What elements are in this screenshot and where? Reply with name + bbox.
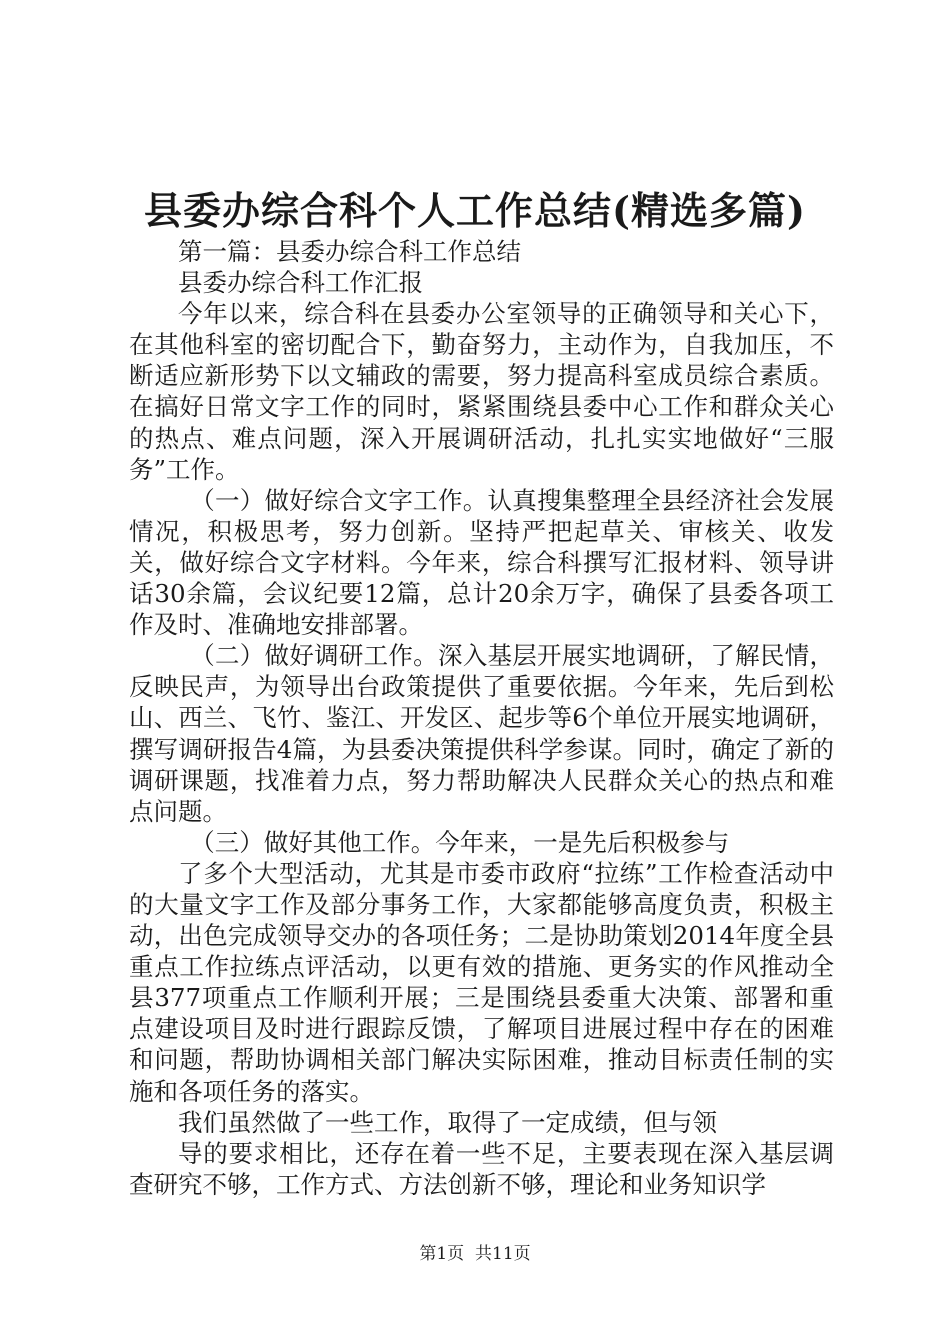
report-heading: 县委办综合科工作汇报 [178, 268, 423, 298]
page-number: 第1页 [419, 1244, 465, 1264]
document-body [129, 236, 834, 1200]
page-footer [0, 1243, 950, 1265]
body-paragraph: 我们虽然做了一些工作，取得了一定成绩，但与领 [178, 1107, 717, 1137]
body-paragraph: （二）做好调研工作。深入基层开展实地调研，了解民情，反映民声，为领导出台政策提供了重要依据。今年来，先后到松山、西兰、飞竹、鉴江、开发区、起步等6个单位开展实地调研，撰写调研报告4篇，为县委决策提供科学参谋。同时，确定了新的调研课题，找准着力点，努力帮助解决人民群众关心的热点和难点问题。 [129, 641, 834, 826]
section-heading: 第一篇：县委办综合科工作总结 [178, 237, 521, 266]
body-paragraph: （一）做好综合文字工作。认真搜集整理全县经济社会发展情况，积极思考，努力创新。坚持严把起草关、审核关、收发关，做好综合文字材料。今年来，综合科撰写汇报材料、领导讲话30余篇，会议纪要12篇，总计20余万字，确保了县委各项工作及时、准确地安排部署。 [129, 485, 834, 640]
body-paragraph: 了多个大型活动，尤其是市委市政府“拉练”工作检查活动中的大量文字工作及部分事务工作，大家都能够高度负责，积极主动，出色完成领导交办的各项任务；二是协助策划2014年度全县重点工作拉练点评活动，以更有效的措施、更务实的作风推动全县377项重点工作顺利开展；三是围绕县委重大决策、部署和重点建设项目及时进行跟踪反馈，了解项目进展过程中存在的困难和问题，帮助协调相关部门解决实际困难，推动目标责任制的实施和各项任务的落实。 [129, 858, 834, 1106]
body-paragraph: 导的要求相比，还存在着一些不足，主要表现在深入基层调查研究不够，工作方式、方法创新不够，理论和业务知识学 [129, 1138, 834, 1199]
body-paragraph: （三）做好其他工作。今年来，一是先后积极参与 [190, 827, 730, 857]
document-title: 县委办综合科个人工作总结(精选多篇) [144, 188, 806, 233]
page-total: 共11页 [475, 1244, 531, 1264]
body-paragraph: 今年以来，综合科在县委办公室领导的正确领导和关心下，在其他科室的密切配合下，勤奋努力，主动作为，自我加压，不断适应新形势下以文辅政的需要，努力提高科室成员综合素质。在搞好日常文字工作的同时，紧紧围绕县委中心工作和群众关心的热点、难点问题，深入开展调研活动，扎扎实实地做好“三服务”工作。 [129, 299, 834, 484]
